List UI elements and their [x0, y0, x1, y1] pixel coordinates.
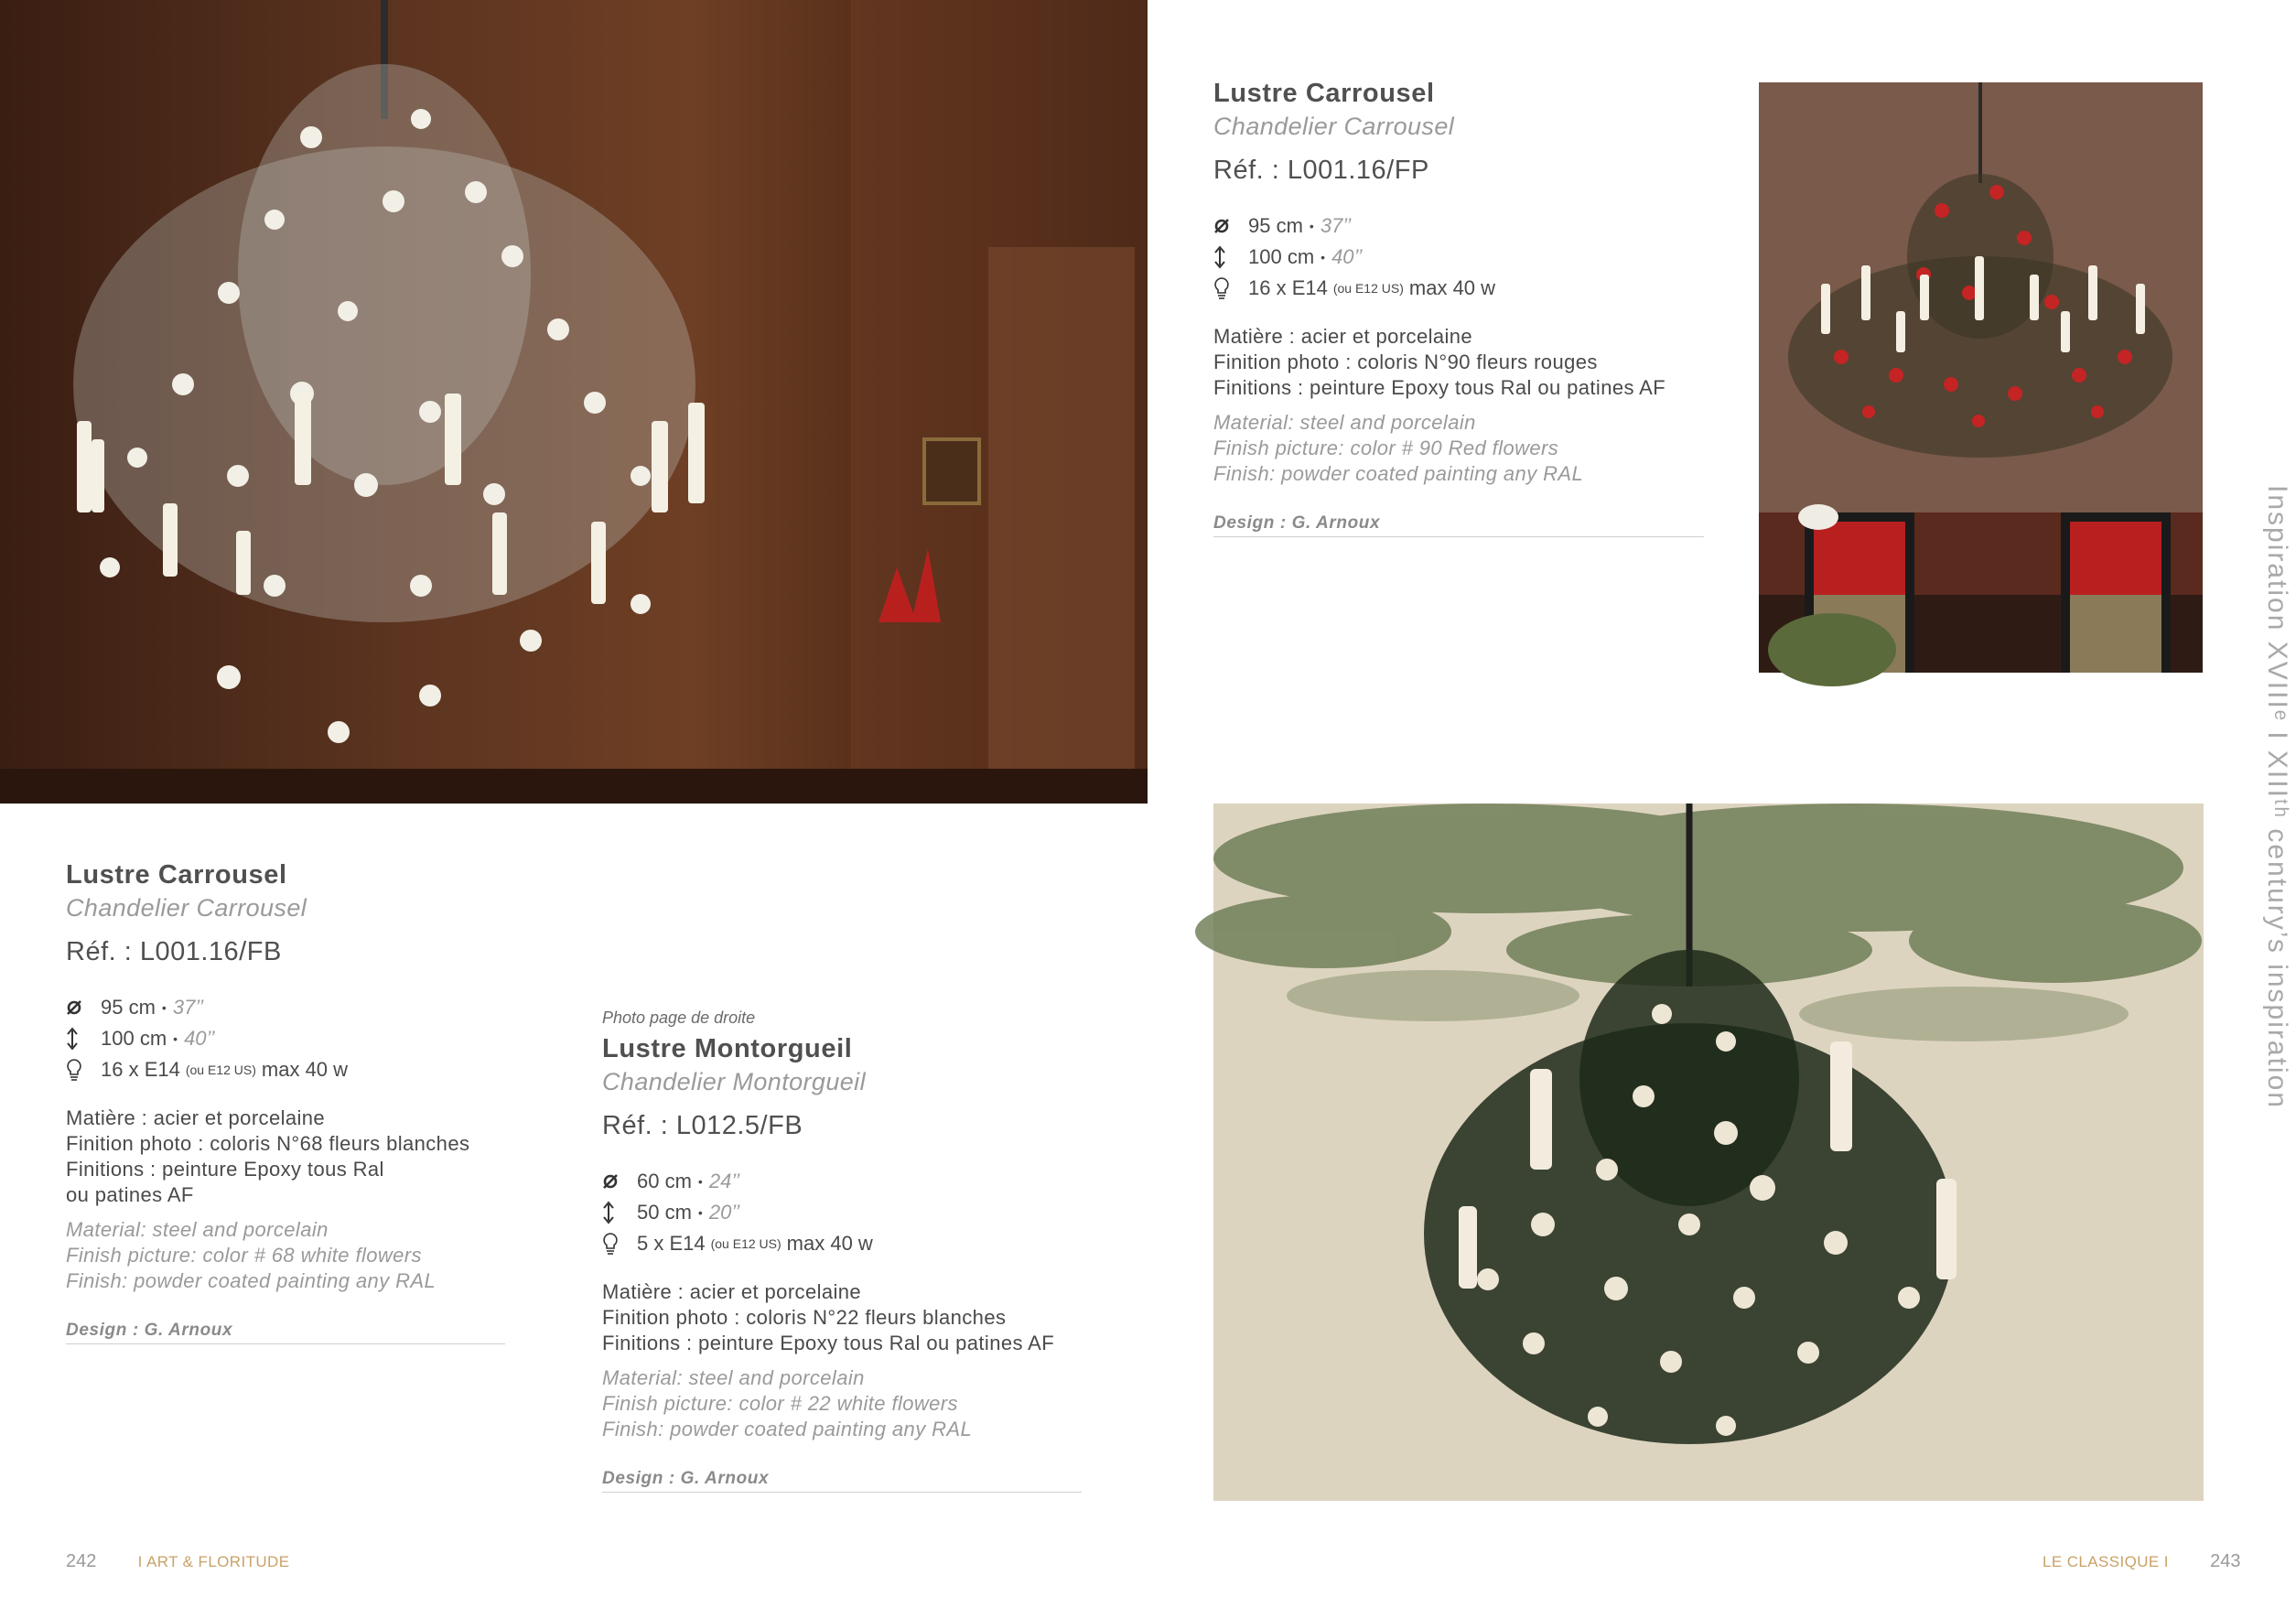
page-number: 243: [2210, 1551, 2241, 1571]
designer-credit: Design : G. Arnoux: [1213, 512, 1704, 537]
product-reference: Réf. : L001.16/FP: [1213, 156, 1429, 185]
designer-credit: Design : G. Arnoux: [66, 1320, 505, 1344]
diameter-icon: [602, 1173, 637, 1190]
product-description-fr: Matière : acier et porcelaine Finition photo : coloris N°68 fleurs blanches Finitions : peinture Epoxy tous Ral ou patines AF: [66, 1106, 470, 1206]
section-tag: LE CLASSIQUE I: [2043, 1553, 2169, 1570]
vertical-section-title: Inspiration XVIIIᵉ I XIIIᵗʰ century’s inspiration: [2262, 485, 2292, 1109]
spec-diameter: 60 cm • 24’’: [602, 1166, 1087, 1197]
product-description-en: Material: steel and porcelain Finish picture: color # 90 Red flowers Finish: powder coated painting any RAL: [1213, 411, 1584, 485]
spec-diameter: 95 cm • 37’’: [66, 992, 523, 1023]
spec-bulbs: 16 x E14 (ou E12 US) max 40 w: [66, 1054, 523, 1085]
product-subtitle: Chandelier Montorgueil: [602, 1068, 866, 1095]
bulb-icon: [66, 1058, 101, 1082]
height-arrow-icon: [602, 1202, 637, 1224]
product-description-en: Material: steel and porcelain Finish picture: color # 22 white flowers Finish: powder coated painting any RAL: [602, 1366, 973, 1440]
photo-note: Photo page de droite: [602, 1009, 756, 1027]
footer-right: [2043, 1550, 2241, 1573]
product-title: Lustre Carrousel: [1213, 79, 1435, 108]
spec-height: 100 cm • 40’’: [66, 1023, 523, 1054]
bulb-icon: [602, 1232, 637, 1256]
product-reference: Réf. : L012.5/FB: [602, 1111, 803, 1140]
chandelier-carrousel-red-photo: [1759, 82, 2203, 673]
product-title: Lustre Carrousel: [66, 860, 287, 890]
footer-left: [66, 1550, 289, 1573]
product-specs: [602, 1166, 1087, 1259]
product-carrousel-fp: [1213, 77, 1726, 537]
product-subtitle: Chandelier Carrousel: [66, 894, 307, 922]
section-tag: I ART & FLORITUDE: [137, 1553, 290, 1570]
spec-bulbs: 16 x E14 (ou E12 US) max 40 w: [1213, 273, 1726, 304]
bulb-icon: [1213, 276, 1248, 300]
product-description-en: Material: steel and porcelain Finish picture: color # 68 white flowers Finish: powder coated painting any RAL: [66, 1218, 437, 1292]
product-specs: [1213, 210, 1726, 304]
product-subtitle: Chandelier Carrousel: [1213, 113, 1455, 140]
product-montorgueil: [602, 1007, 1087, 1493]
spec-diameter: 95 cm • 37’’: [1213, 210, 1726, 242]
product-description-fr: Matière : acier et porcelaine Finition photo : coloris N°90 fleurs rouges Finitions : peinture Epoxy tous Ral ou patines AF: [1213, 325, 1666, 399]
spec-bulbs: 5 x E14 (ou E12 US) max 40 w: [602, 1228, 1087, 1259]
diameter-icon: [66, 999, 101, 1016]
spec-height: 100 cm • 40’’: [1213, 242, 1726, 273]
page-number: 242: [66, 1551, 97, 1571]
product-title: Lustre Montorgueil: [602, 1034, 853, 1063]
designer-credit: Design : G. Arnoux: [602, 1468, 1082, 1493]
height-arrow-icon: [66, 1028, 101, 1050]
product-reference: Réf. : L001.16/FB: [66, 937, 282, 966]
product-description-fr: Matière : acier et porcelaine Finition photo : coloris N°22 fleurs blanches Finitions : peinture Epoxy tous Ral ou patines AF: [602, 1280, 1055, 1354]
height-arrow-icon: [1213, 246, 1248, 268]
product-specs: [66, 992, 523, 1085]
chandelier-montorgueil-photo: [1213, 804, 2204, 1501]
product-carrousel-fb: [66, 858, 523, 1344]
spec-height: 50 cm • 20’’: [602, 1197, 1087, 1228]
chandelier-carrousel-white-photo: [0, 0, 1148, 804]
diameter-icon: [1213, 218, 1248, 234]
